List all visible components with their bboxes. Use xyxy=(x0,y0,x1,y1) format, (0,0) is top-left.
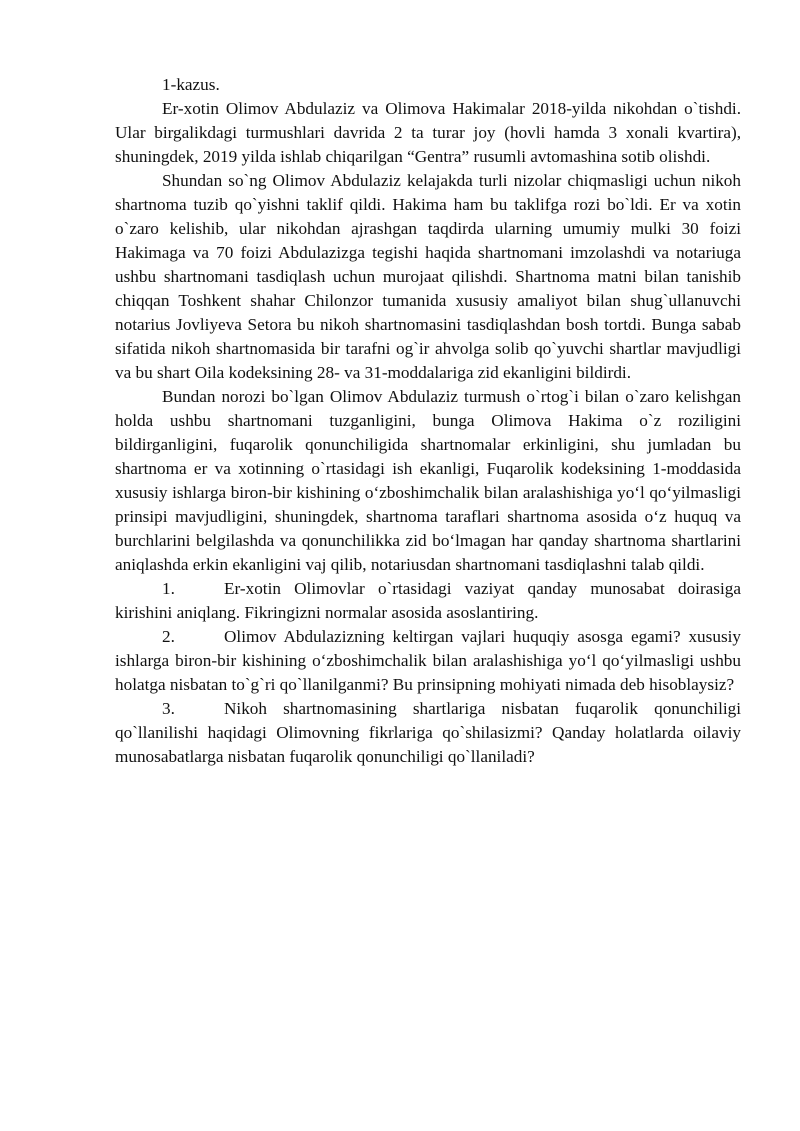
document-page xyxy=(115,73,741,769)
question-number: 3. xyxy=(162,699,175,718)
question-item-1 xyxy=(115,577,741,625)
case-paragraph-2: Shundan so`ng Olimov Abdulaziz kelajakda turli nizolar chiqmasligi uchun nikoh shartnoma tuzib qo`yishni taklif qildi. Hakima ham bu taklifga rozi bo`ldi. Er va xotin o`zaro kelishib, ular nikohdan ajrashgan taqdirda ularning umumiy mulki 30 foizi Hakimaga va 70 foizi Abdulazizga tegishi haqida shartnomani imzolashdi va notariuga ushbu shartnomani tasdiqlash uchun murojaat qilishdi. Shartnoma matni bilan tanishib chiqqan Toshkent shahar Chilonzor tumanida xususiy amaliyot bilan shug`ullanuvchi notarius Jovliyeva Setora bu nikoh shartnomasini tasdiqlashdan bosh tortdi. Bunga sabab sifatida nikoh shartnomasida bir tarafni og`ir ahvolga solib qo`yuvchi shartlar mavjudligi va bu shart Oila kodeksining 28- va 31-moddalariga zid ekanligini bildirdi. xyxy=(115,171,741,382)
question-text: Er-xotin Olimovlar o`rtasidagi vaziyat qanday munosabat doirasiga kirishini aniqlang. Fikringizni normalar asosida asoslantiring. xyxy=(115,579,741,622)
question-item-3 xyxy=(115,697,741,769)
case-paragraph-3: Bundan norozi bo`lgan Olimov Abdulaziz turmush o`rtog`i bilan o`zaro kelishgan holda ushbu shartnomani tuzganligini, bunga Olimova Hakima o`z roziligini bildirganligini, fuqarolik qonunchiligida shartnomalar erkinligini, shu jumladan bu shartnoma er va xotinning o`rtasidagi ish ekanligi, Fuqarolik kodeksining 1-moddasida xususiy ishlarga biron-bir kishining o‘zboshimchalik bilan aralashishiga yo‘l qo‘yilmasligi prinsipi mavjudligini, shuningdek, shartnoma taraflari shartnoma asosida o‘z huquq va burchlarini belgilashda va qonunchilikka zid bo‘lmagan har qanday shartnoma shartlarini aniqlashda erkin ekanligini vaj qilib, notariusdan shartnomani tasdiqlashni talab qildi. xyxy=(115,387,741,574)
case-paragraph-1: Er-xotin Olimov Abdulaziz va Olimova Hakimalar 2018-yilda nikohdan o`tishdi. Ular birgalikdagi turmushlari davrida 2 ta turar joy (hovli hamda 3 xonali kvartira), shuningdek, 2019 yilda ishlab chiqarilgan “Gentra” rusumli avtomashina sotib olishdi. xyxy=(115,99,741,166)
question-item-2 xyxy=(115,625,741,697)
case-heading: 1-kazus. xyxy=(162,75,220,94)
question-text: Olimov Abdulazizning keltirgan vajlari huquqiy asosga egami? xususiy ishlarga biron-bir kishining o‘zboshimchalik bilan aralashishiga yo‘l qo‘yilmasligi ushbu holatga nisbatan to`g`ri qo`llanilganmi? Bu prinsipning mohiyati nimada deb hisoblaysiz? xyxy=(115,627,741,694)
question-number: 2. xyxy=(162,627,175,646)
question-text: Nikoh shartnomasining shartlariga nisbatan fuqarolik qonunchiligi qo`llanilishi haqidagi Olimovning fikrlariga qo`shilasizmi? Qanday holatlarda oilaviy munosabatlarga nisbatan fuqarolik qonunchiligi qo`llaniladi? xyxy=(115,699,741,766)
question-number: 1. xyxy=(162,579,175,598)
